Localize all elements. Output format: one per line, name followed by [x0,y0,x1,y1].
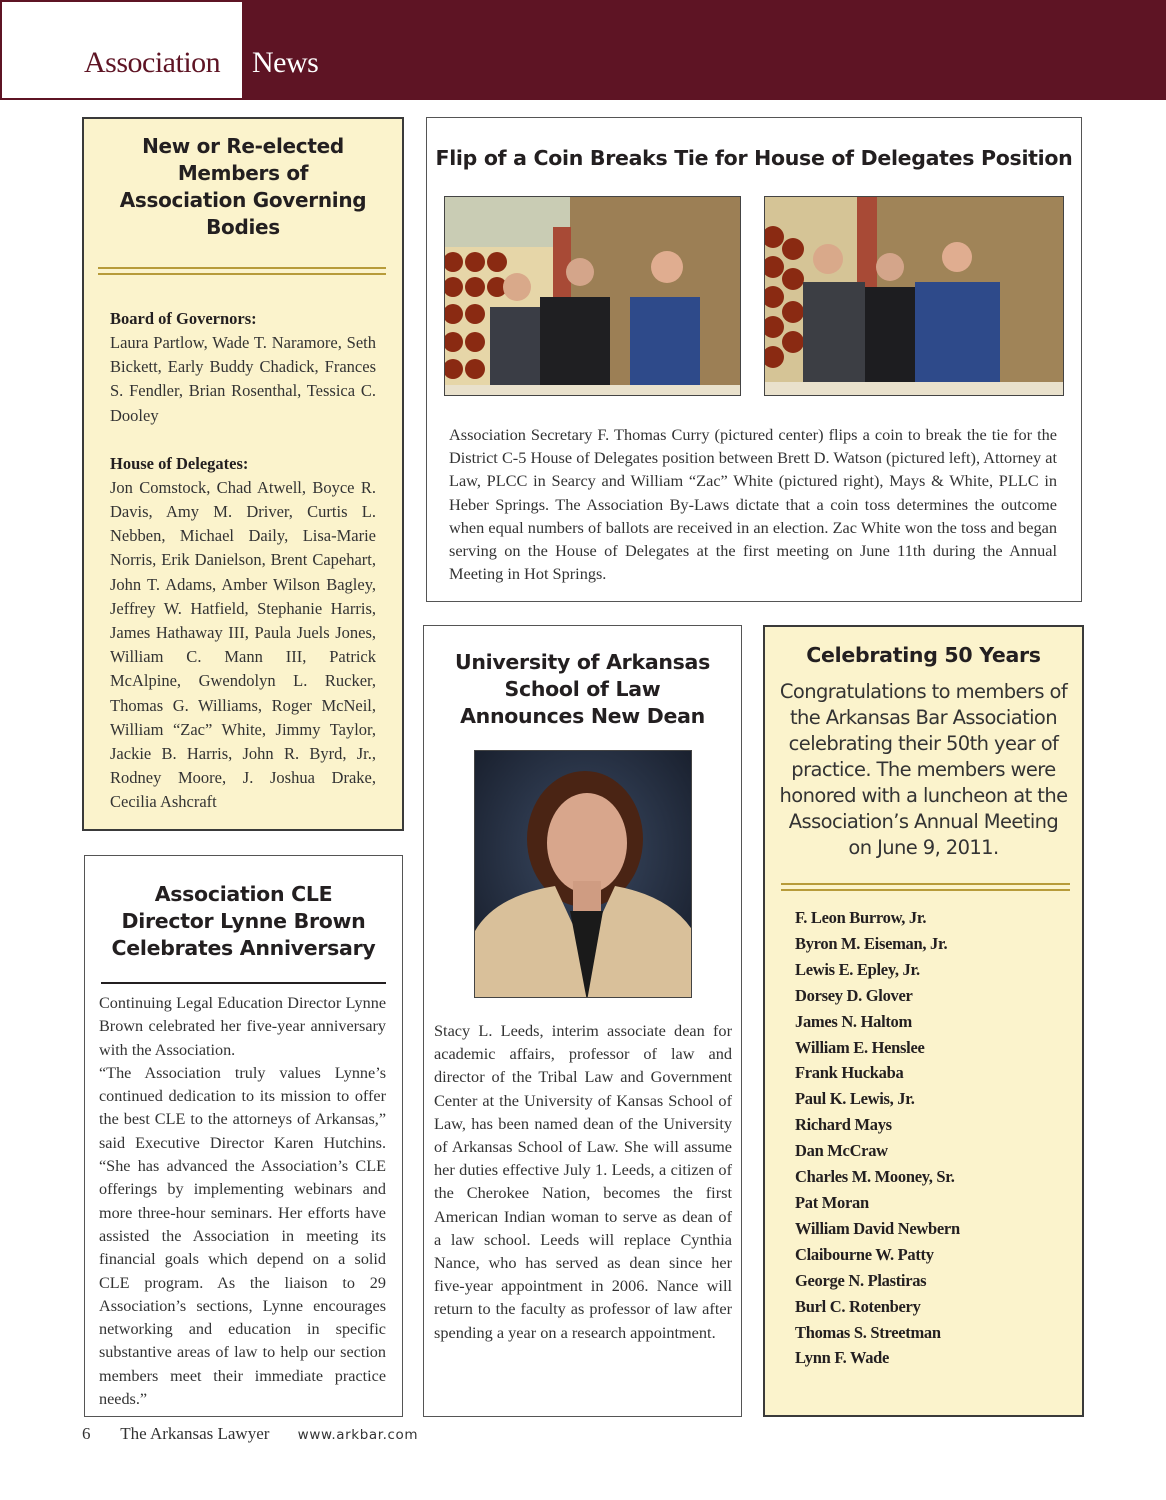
list-item: Lewis E. Epley, Jr. [795,959,920,979]
coin-flip-title: Flip of a Coin Breaks Tie for House of Delegates Position [435,146,1073,170]
governing-bodies-title: New or Re-elected Members of Association Governing Bodies [119,134,367,239]
list-item: Thomas S. Streetman [795,1322,941,1342]
cle-director-article [84,855,403,1417]
cle-paragraph-2: “The Association truly values Lynne’s continued dedication to its mission to offer the best CLE to the attorneys of Arkansas,” said Executive Director Karen Hutchins. “She has advanced the Association’s CLE offerings by implementing webinars and more three-hour seminars. Her efforts have assisted the Association in meeting its financial goals which depend on a solid CLE program. As the liaison to 29 Association’s sections, Lynne encourages networking and education in specific substantive areas of law to help our section members meet their immediate practice needs.” [99,1063,386,1409]
list-item: Burl C. Rotenbery [795,1296,921,1316]
list-item: Lynn F. Wade [795,1348,890,1368]
cle-article-body [99,992,386,1411]
fifty-years-title: Celebrating 50 Years [806,643,1041,667]
page-number: 6 [82,1424,91,1443]
coin-flip-caption: Association Secretary F. Thomas Curry (pictured center) flips a coin to break the tie for the District C-5 House of Delegates position between Brett D. Watson (pictured left), Attorney at Law, PLCC in Searcy and William “Zac” White (pictured right), Mays & White, PLLC in Heber Springs. The Association By-Laws dictate that a coin toss determines the outcome when equal numbers of ballots are received in an election. Zac White won the toss and began serving on the House of Delegates at the first meeting on June 11th during the Annual Meeting in Hot Springs. [449,425,1057,584]
board-of-governors-list: Laura Partlow, Wade T. Naramore, Seth Bickett, Early Buddy Chadick, Frances S. Fendler, Brian Rosenthal, Tessica C. Dooley [110,333,376,425]
list-item: Byron M. Eiseman, Jr. [795,933,948,953]
governing-bodies-box [82,117,404,831]
list-item: Claibourne W. Patty [795,1244,934,1264]
cle-paragraph-1: Continuing Legal Education Director Lynne Brown celebrated her five-year anniversary with the Association. [99,994,386,1059]
list-item: James N. Haltom [795,1011,912,1031]
list-item: George N. Plastiras [795,1270,927,1290]
house-of-delegates-list: Jon Comstock, Chad Atwell, Boyce R. Davis, Amy M. Driver, Curtis L. Nebben, Michael Daily, Lisa-Marie Norris, Erik Danielson, Brent Capehart, John T. Adams, Amber Wilson Bagley, Jeffrey W. Hatfield, Stephanie Harris, James Hathaway III, Paula Juels Jones, William C. Mann III, Patrick McAlpine, Gwendolyn L. Rucker, Thomas G. Williams, Roger McNeil, William “Zac” White, Jimmy Taylor, Jackie B. Harris, John R. Byrd, Jr., Rodney Moore, J. Joshua Drake, Cecilia Ashcraft [110,477,376,812]
list-item: Richard Mays [795,1115,892,1135]
new-dean-title: University of Arkansas School of Law Announces New Dean [455,650,710,728]
section-title [84,46,319,80]
black-divider [101,982,386,984]
list-item: William E. Henslee [795,1037,925,1057]
section-title-word-2: News [252,46,319,79]
publication-name: The Arkansas Lawyer [120,1424,270,1443]
photo-image [475,751,692,998]
fifty-years-intro: Congratulations to members of the Arkansas Bar Association celebrating their 50th year of practice. The members were honored with a luncheon at the Association’s Annual Meeting on June 9, 2011. [779,680,1068,859]
fifty-years-box [763,625,1084,1417]
coin-flip-article [426,117,1082,602]
list-item: Dorsey D. Glover [795,985,913,1005]
new-dean-article [423,625,742,1417]
page-footer [82,1424,418,1444]
fifty-years-member-list [795,905,1082,1371]
new-dean-body: Stacy L. Leeds, interim associate dean for academic affairs, professor of law and director of the Tribal Law and Government Center at the University of Kansas School of Law, has been named dean of the University of Arkansas School of Law. She will assume her duties effective July 1. Leeds, a citizen of the Cherokee Nation, becomes the first American Indian woman to serve as dean of a law school. Leeds will replace Cynthia Nance, who has served as dean since her five-year appointment in 2006. Nance will return to the faculty as professor of law after spending a year on a research appointment. [434,1021,732,1342]
photo-image [765,197,1064,396]
website-link[interactable]: www.arkbar.com [297,1427,419,1443]
coin-flip-photo [444,196,741,396]
list-item: William David Newbern [795,1218,960,1238]
gold-divider [98,267,386,275]
section-title-word-1: Association [84,46,221,79]
list-item: Dan McCraw [795,1141,888,1161]
dean-portrait-photo [474,750,692,998]
cle-article-title: Association CLE Director Lynne Brown Celebrates Anniversary [111,882,376,960]
list-item: F. Leon Burrow, Jr. [795,908,927,927]
list-item: Frank Huckaba [795,1063,904,1083]
list-item: Pat Moran [795,1192,869,1212]
gold-divider [781,883,1070,891]
handshake-photo [764,196,1064,396]
photo-image [445,197,741,396]
board-of-governors-heading: Board of Governors: [110,309,257,328]
list-item: Paul K. Lewis, Jr. [795,1089,915,1109]
house-of-delegates-heading: House of Delegates: [110,453,249,473]
board-of-governors-section [110,307,376,428]
list-item: Charles M. Mooney, Sr. [795,1167,955,1187]
house-of-delegates-section [110,452,376,815]
